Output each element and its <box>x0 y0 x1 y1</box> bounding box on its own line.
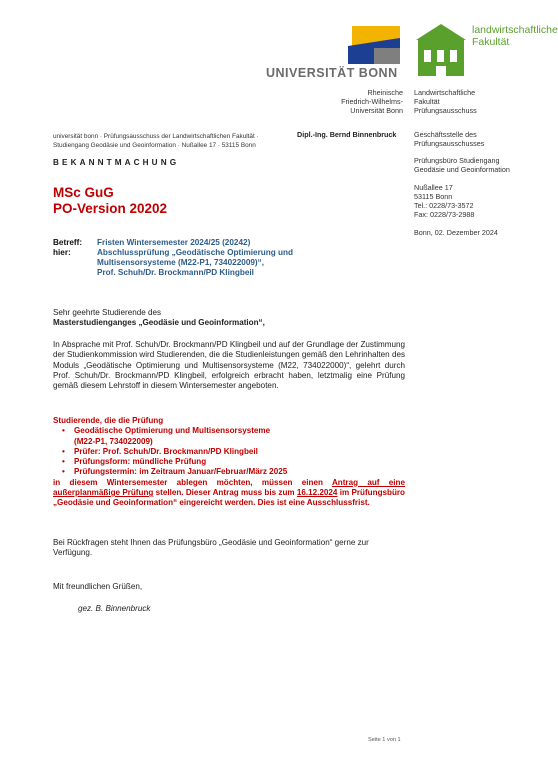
faculty-logo-text: landwirtschaftliche Fakultät <box>472 24 558 48</box>
faculty-block: Landwirtschaftliche Fakultät Prüfungsausschuss <box>414 88 477 115</box>
university-logo <box>266 26 400 78</box>
document-title: MSc GuG PO-Version 20202 <box>53 185 168 216</box>
list-item: • Prüfer: Prof. Schuh/Dr. Brockmann/PD Klingbeil <box>74 447 405 457</box>
address-block: Nußallee 17 53115 Bonn Tel.: 0228/73-3572 Fax: 0228/73-2988 <box>414 183 475 219</box>
subject-line: Multisensorsysteme (M22-P1, 734022009)“, <box>97 258 265 267</box>
subject-line: Prof. Schuh/Dr. Brockmann/PD Klingbeil <box>97 268 254 277</box>
deadline-date: 16.12.2024 <box>296 488 338 498</box>
paragraph-questions: Bei Rückfragen steht Ihnen das Prüfungsbüro „Geodäsie und Geoinformation“ gerne zur Verfügung. <box>53 538 369 558</box>
closing: Mit freundlichen Grüßen, <box>53 582 143 591</box>
date-line: Bonn, 02. Dezember 2024 <box>414 228 498 237</box>
subject-line: Abschlussprüfung „Geodätische Optimierung und <box>97 248 294 257</box>
paragraph-agreement: In Absprache mit Prof. Schuh/Dr. Brockmann/PD Klingbeil und auf der Grundlage der Zustimmung der Studienkommission wird Studierenden, die die Studienleistungen gemäß den Lehrinhalten des Moduls „Geodätische Optimierung und Multisensorsysteme (M22, 734022000)“, gelehrt durch Prof. Schuh/Dr. Brockmann/PD Klingbeil, erfolgreich erbracht haben, letztmalig eine Prüfung gemäß diesem Lehrstoff in diesem Wintersemester angeboten. <box>53 340 405 391</box>
list-item: • Prüfungstermin: im Zeitraum Januar/Februar/März 2025 <box>74 467 405 477</box>
sender-line: universität bonn · Prüfungsausschuss der Landwirtschaftlichen Fakultät · Studiengang Geodäsie und Geoinformation · Nußallee 17 · 53115 Bonn <box>53 133 259 149</box>
subject-label-here: hier: <box>53 248 71 257</box>
salutation: Sehr geehrte Studierende des <box>53 308 161 317</box>
university-block: Rheinische Friedrich-Wilhelms- Universität Bonn <box>341 88 403 115</box>
office-block: Geschäftsstelle des Prüfungsausschusses <box>414 130 485 148</box>
subject-line: Fristen Wintersemester 2024/25 (20242) <box>97 238 251 247</box>
faculty-logo <box>412 18 558 80</box>
signature: gez. B. Binnenbruck <box>78 604 151 613</box>
notice-block <box>53 416 405 509</box>
university-wordmark: UNIVERSITÄT BONN <box>266 66 398 80</box>
exam-office-block: Prüfungsbüro Studiengang Geodäsie und Geoinformation <box>414 156 510 174</box>
signer-name: Dipl.-Ing. Bernd Binnenbruck <box>297 130 397 139</box>
list-item: • Geodätische Optimierung und Multisensorsysteme (M22-P1, 734022009) <box>74 426 405 447</box>
page-number: Seite 1 von 1 <box>368 737 401 743</box>
list-item: • Prüfungsform: mündliche Prüfung <box>74 457 405 467</box>
notice-intro: Studierende, die die Prüfung <box>53 416 164 425</box>
program-name: Masterstudienganges „Geodäsie und Geoinformation“, <box>53 318 265 327</box>
application-link-text: Antrag auf eine außerplanmäßige Prüfung <box>53 477 405 498</box>
university-logo-mark <box>348 26 400 64</box>
announcement-heading: BEKANNTMACHUNG <box>53 158 180 167</box>
notice-deadline: in diesem Wintersemester ablegen möchten, müssen einen Antrag auf eine außerplanmäßige Prüfung stellen. Dieser Antrag muss bis zum 16.12.2024 im Prüfungsbüro „Geodäsie und Geoinformation“ eingereicht werden. Dies ist eine Ausschlussfrist. <box>53 477 405 508</box>
farmhouse-icon <box>412 22 470 78</box>
subject-label: Betreff: <box>53 238 83 247</box>
